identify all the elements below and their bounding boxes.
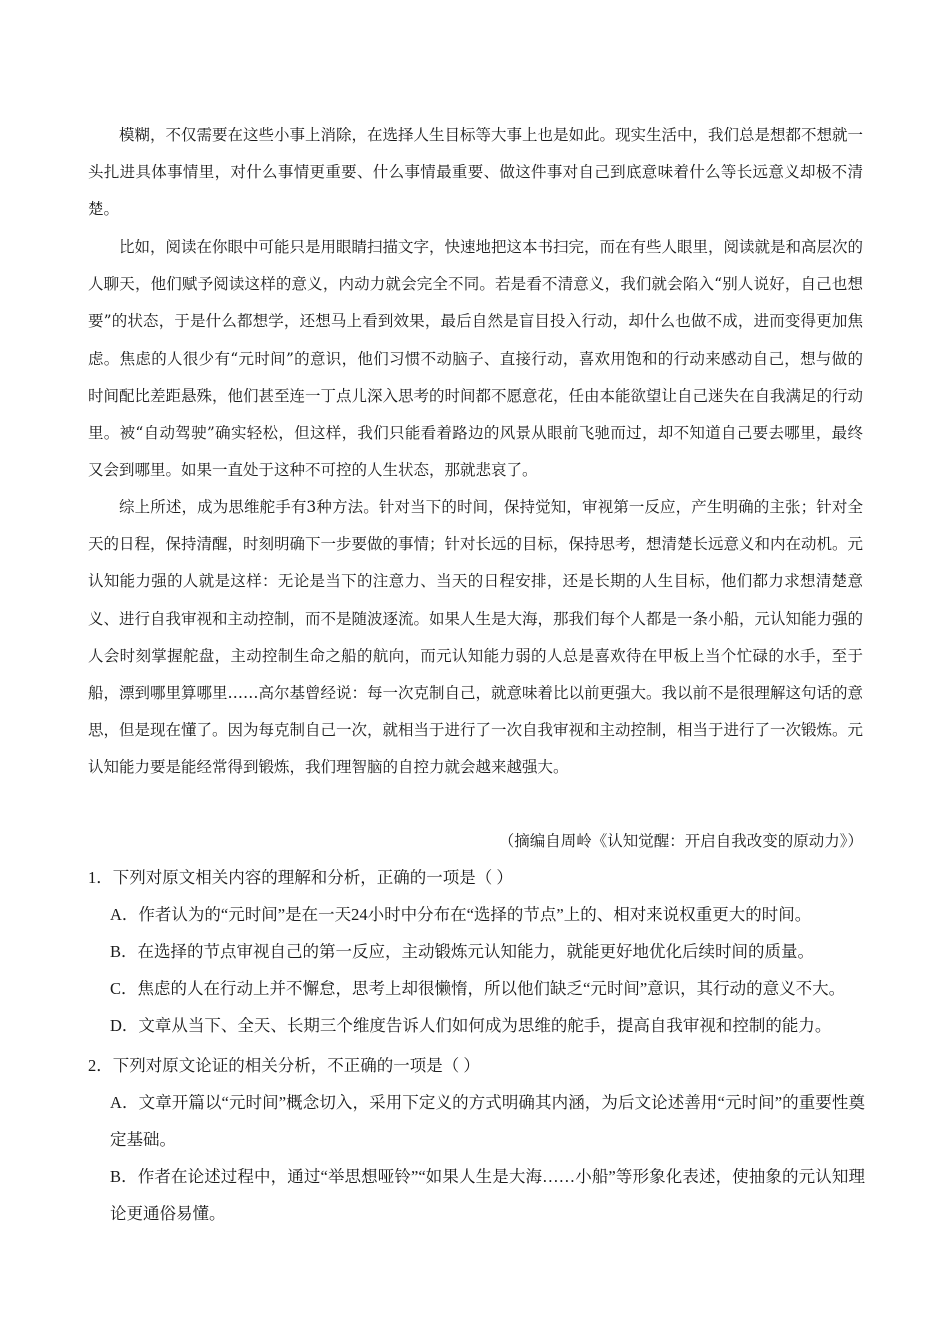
passage-paragraph: 比如，阅读在你眼中可能只是用眼睛扫描文字，快速地把这本书扫完，而在有些人眼里，阅读就是和高层次的人聊天，他们赋予阅读这样的意义，内动力就会完全不同。若是看不清意义，我们就会陷入“别人说好，自己也想要”的状态，于是什么都想学，还想马上看到效果，最后自然是盲目投入行动，却什么也做不成，进而变得更加焦虑。焦虑的人很少有“元时间”的意识，他们习惯不动脑子、直接行动，喜欢用饱和的行动来感动自己，想与做的时间配比差距悬殊，他们甚至连一丁点儿深入思考的时间都不愿意花，任由本能欲望让自己迷失在自我满足的行动里。被“自动驾驶”确实轻松，但这样，我们只能看着路边的风景从眼前飞驰而过，却不知道自己要去哪里，最终又会到哪里。如果一直处于这种不可控的人生状态，那就悲哀了。	[88, 238, 864, 480]
passage-source: （摘编自周岭《认知觉醒：开启自我改变的原动力》）	[498, 832, 863, 850]
question-option: B．作者在论述过程中，通过“举思想哑铃”“如果人生是大海……小船”等形象化表述，使抽象的元认知理论更通俗易懂。	[110, 1167, 865, 1224]
question-stem: 2．下列对原文论证的相关分析，不正确的一项是（ ）	[88, 1056, 480, 1075]
question-option: A．文章开篇以“元时间”概念切入，采用下定义的方式明确其内涵，为后文论述善用“元时间”的重要性奠定基础。	[110, 1093, 865, 1150]
question-option: C．焦虑的人在行动上并不懈怠，思考上却很懒惰，所以他们缺乏“元时间”意识，其行动的意义不大。	[110, 979, 846, 998]
passage-paragraph: 模糊，不仅需要在这些小事上消除，在选择人生目标等大事上也是如此。现实生活中，我们总是想都不想就一头扎进具体事情里，对什么事情更重要、什么事情最重要、做这件事对自己到底意味着什么等长远意义却极不清楚。	[88, 126, 864, 219]
question-option: A．作者认为的“元时间”是在一天24小时中分布在“选择的节点”上的、相对来说权重更大的时间。	[110, 905, 812, 924]
question-stem: 1．下列对原文相关内容的理解和分析，正确的一项是（ ）	[88, 868, 513, 887]
question-option: D．文章从当下、全天、长期三个维度告诉人们如何成为思维的舵手，提高自我审视和控制的能力。	[110, 1016, 832, 1035]
question-option: B．在选择的节点审视自己的第一反应，主动锻炼元认知能力，就能更好地优化后续时间的质量。	[110, 942, 815, 961]
passage-paragraph: 综上所述，成为思维舵手有3种方法。针对当下的时间，保持觉知，审视第一反应，产生明确的主张；针对全天的日程，保持清醒，时刻明确下一步要做的事情；针对长远的目标，保持思考，想清楚长远意义和内在动机。元认知能力强的人就是这样：无论是当下的注意力、当天的日程安排，还是长期的人生目标，他们都力求想清楚意义、进行自我审视和主动控制，而不是随波逐流。如果人生是大海，那我们每个人都是一条小船，元认知能力强的人会时刻掌握舵盘，主动控制生命之船的航向，而元认知能力弱的人总是喜欢待在甲板上当个忙碌的水手，至于船，漂到哪里算哪里……高尔基曾经说：每一次克制自己，就意味着比以前更强大。我以前不是很理解这句话的意思，但是现在懂了。因为每克制自己一次，就相当于进行了一次自我审视和主动控制，相当于进行了一次锻炼。元认知能力要是能经常得到锻炼，我们理智脑的自控力就会越来越强大。	[88, 498, 864, 777]
